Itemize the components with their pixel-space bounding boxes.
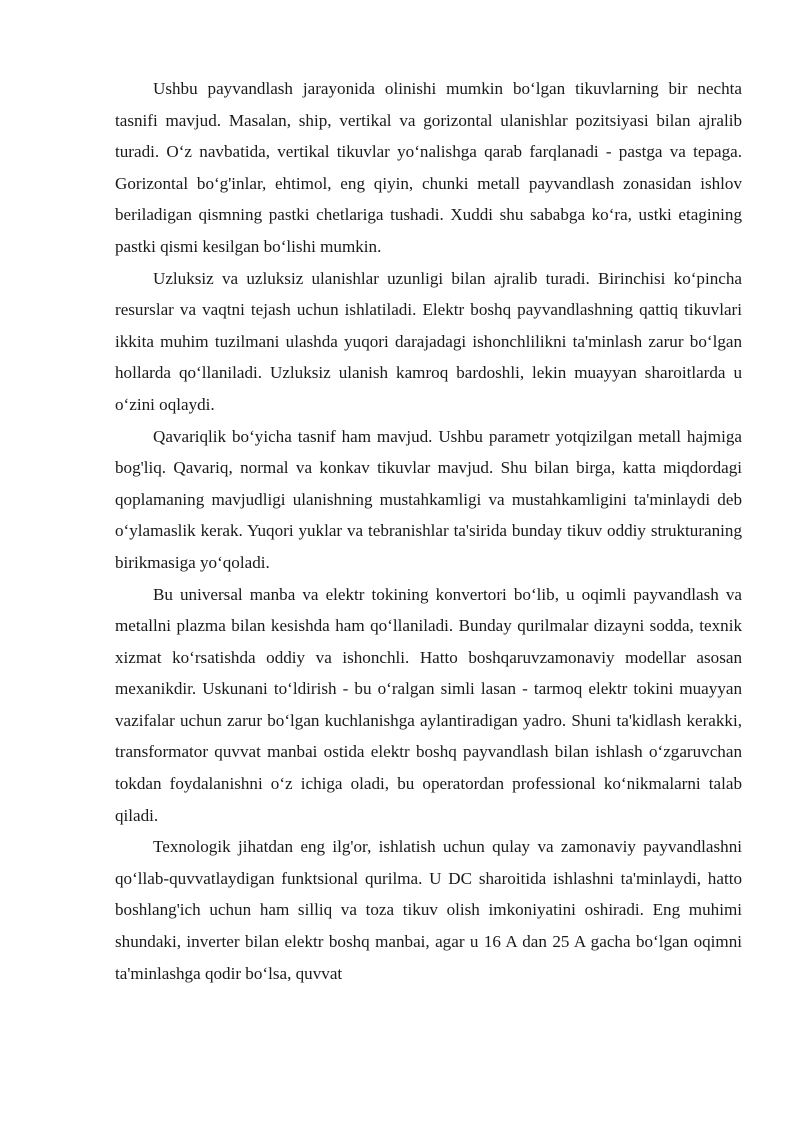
paragraph-3: Qavariqlik bo‘yicha tasnif ham mavjud. Ushbu parametr yotqizilgan metall hajmiga bog'liq. Qavariq, normal va konkav tikuvlar mavjud. Shu bilan birga, katta miqdordagi qoplamaning mavjudligi ulanishning mustahkamligi va mustahkamligini ta'minlaydi deb o‘ylamaslik kerak. Yuqori yuklar va tebranishlar ta'sirida bunday tikuv oddiy strukturaning birikmasiga yo‘qoladi.: [115, 426, 742, 572]
paragraph-2: Uzluksiz va uzluksiz ulanishlar uzunligi bilan ajralib turadi. Birinchisi ko‘pincha resurslar va vaqtni tejash uchun ishlatiladi. Elektr boshq payvandlashning qattiq tikuvlari ikkita muhim tuzilmani ulashda yuqori darajadagi ishonchlilikni ta'minlash zarur bo‘lgan hollarda qo‘llaniladi. Uzluksiz ulanish kamroq bardoshli, lekin muayyan sharoitlarda u o‘zini oqlaydi.: [115, 268, 742, 414]
document-page: [115, 73, 742, 989]
paragraph-5: Texnologik jihatdan eng ilg'or, ishlatish uchun qulay va zamonaviy payvandlashni qo‘llab-quvvatlaydigan funktsional qurilma. U DC sharoitida ishlashni ta'minlaydi, hatto boshlang'ich uchun ham silliq va toza tikuv olish imkoniyatini oshiradi. Eng muhimi shundaki, inverter bilan elektr boshq manbai, agar u 16 A dan 25 A gacha bo‘lgan oqimni ta'minlashga qodir bo‘lsa, quvvat: [115, 837, 742, 983]
paragraph-1: Ushbu payvandlash jarayonida olinishi mumkin bo‘lgan tikuvlarning bir nechta tasnifi mavjud. Masalan, ship, vertikal va gorizontal ulanishlar pozitsiyasi bilan ajralib turadi. O‘z navbatida, vertikal tikuvlar yo‘nalishga qarab farqlanadi - pastga va tepaga. Gorizontal bo‘g'inlar, ehtimol, eng qiyin, chunki metall payvandlash zonasidan ishlov beriladigan qismning pastki chetlariga tushadi. Xuddi shu sababga ko‘ra, ustki etagining pastki qismi kesilgan bo‘lishi mumkin.: [115, 79, 742, 256]
paragraph-4: Bu universal manba va elektr tokining konvertori bo‘lib, u oqimli payvandlash va metallni plazma bilan kesishda ham qo‘llaniladi. Bunday qurilmalar dizayni sodda, texnik xizmat ko‘rsatishda oddiy va ishonchli. Hatto boshqaruvzamonaviy modellar asosan mexanikdir. Uskunani to‘ldirish - bu o‘ralgan simli lasan - tarmoq elektr tokini muayyan vazifalar uchun zarur bo‘lgan kuchlanishga aylantiradigan yadro. Shuni ta'kidlash kerakki, transformator quvvat manbai ostida elektr boshq payvandlash bilan ishlash o‘zgaruvchan tokdan foydalanishni o‘z ichiga oladi, bu operatordan professional ko‘nikmalarni talab qiladi.: [115, 584, 742, 825]
